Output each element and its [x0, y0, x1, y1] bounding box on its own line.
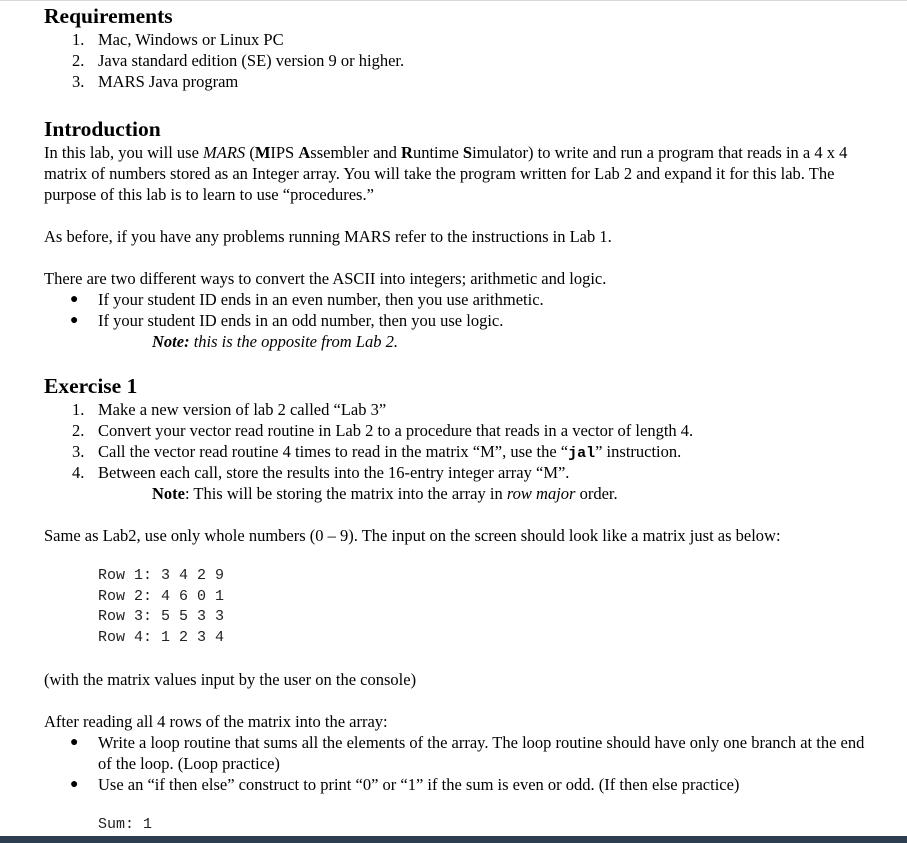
matrix-row: Row 4: 1 2 3 4 — [98, 628, 225, 646]
exercise-heading: Exercise 1 — [44, 374, 138, 398]
document-page — [44, 3, 874, 836]
conversion-list — [44, 289, 874, 331]
list-item: 2. Java standard edition (SE) version 9 or higher. — [72, 51, 405, 70]
introduction-heading: Introduction — [44, 117, 161, 141]
list-item: ● If your student ID ends in an odd number, then you use logic. — [70, 311, 504, 330]
list-item: 1. Mac, Windows or Linux PC — [72, 30, 284, 49]
matrix-row: Row 3: 5 5 3 3 — [98, 608, 225, 625]
sum-output: Sum: 1 — [98, 816, 153, 833]
matrix-note: (with the matrix values input by the user on the console) — [44, 670, 417, 689]
conversion-paragraph: There are two different ways to convert the ASCII into integers; arithmetic and logic. — [44, 269, 607, 288]
intro-note: Note: this is the opposite from Lab 2. — [152, 332, 398, 351]
matrix-row: Row 2: 4 6 0 1 — [98, 587, 225, 605]
requirements-list — [44, 29, 874, 92]
requirements-heading: Requirements — [44, 4, 173, 28]
exercise-list — [44, 399, 874, 483]
list-item: 3. MARS Java program — [72, 72, 239, 91]
list-item: ● Write a loop routine that sums all the elements of the array. The loop routine should have only one branch at the end of the loop. (Loop practice) — [70, 733, 865, 773]
exercise-note: Note: This will be storing the matrix into the array in row major order. — [152, 484, 618, 503]
matrix-row: Row 1: 3 4 2 9 — [98, 567, 225, 584]
intro-paragraph: In this lab, you will use MARS (MIPS Assembler and Runtime Simulator) to write and run a program that reads in a 4 x 4 matrix of numbers stored as an Integer array. You will take the program written for Lab 2 and expand it for this lab. The purpose of this lab is to learn to use “procedures.” — [44, 143, 848, 204]
list-item: 2. Convert your vector read routine in Lab 2 to a procedure that reads in a vector of length 4. — [72, 421, 694, 440]
list-item: 1. Make a new version of lab 2 called “Lab 3” — [72, 400, 387, 419]
list-item: 3. Call the vector read routine 4 times to read in the matrix “M”, use the “jal” instruction. — [72, 442, 682, 462]
list-item: ● If your student ID ends in an even number, then you use arithmetic. — [70, 290, 544, 309]
list-item: ● Use an “if then else” construct to print “0” or “1” if the sum is even or odd. (If then else practice) — [70, 775, 740, 794]
after-reading-paragraph: After reading all 4 rows of the matrix into the array: — [44, 712, 388, 731]
list-item: 4. Between each call, store the results into the 16-entry integer array “M”. — [72, 463, 570, 482]
matrix-example — [44, 566, 874, 648]
mars-problems-paragraph: As before, if you have any problems running MARS refer to the instructions in Lab 1. — [44, 227, 612, 246]
matrix-intro-paragraph: Same as Lab2, use only whole numbers (0 – 9). The input on the screen should look like a matrix just as below: — [44, 526, 781, 545]
top-border — [0, 0, 907, 1]
after-reading-list — [44, 732, 874, 795]
bottom-bar — [0, 836, 907, 843]
